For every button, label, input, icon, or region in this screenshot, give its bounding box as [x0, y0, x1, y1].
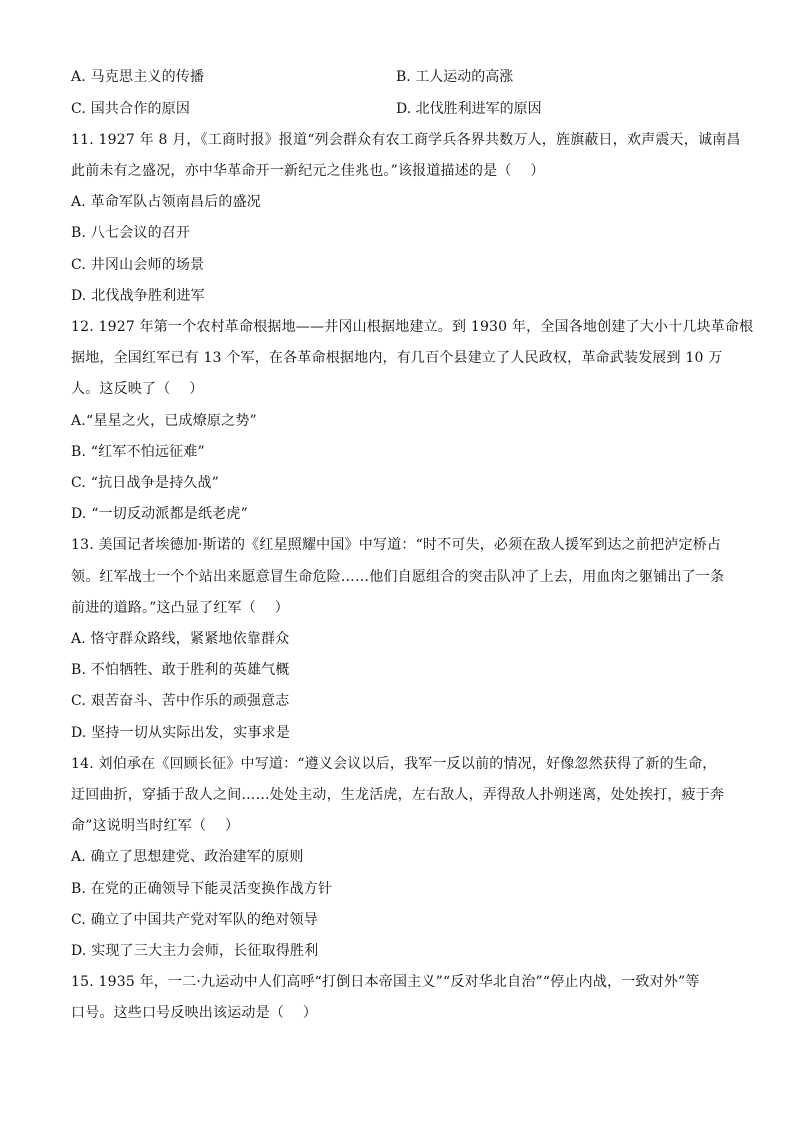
q11-option-a: A. 革命军队占领南昌后的盛况: [71, 194, 262, 210]
q15-stem-line-1: 15. 1935 年，一二·九运动中人们高呼“打倒日本帝国主义”“反对华北自治”“停止内战，一致对外”等: [71, 974, 700, 990]
prev-option-d: D. 北伐胜利进军的原因: [396, 101, 542, 117]
prev-option-b: B. 工人运动的高涨: [396, 69, 514, 85]
q13-stem-line-3: 前进的道路。”这凸显了红军（ ）: [71, 600, 290, 616]
q14-option-a: A. 确立了思想建党、政治建军的原则: [71, 849, 304, 865]
q12-option-d: D. “一切反动派都是纸老虎”: [71, 506, 248, 522]
q14-stem-line-1: 14. 刘伯承在《回顾长征》中写道：“遵义会议以后，我军一反以前的情况，好像忽然获得了新的生命，: [71, 756, 717, 772]
q13-stem-line-1: 13. 美国记者埃德加·斯诺的《红星照耀中国》中写道：“时不可失，必须在敌人援军到达之前把泸定桥占: [71, 537, 722, 553]
prev-option-c: C. 国共合作的原因: [71, 101, 191, 117]
q11-option-c: C. 井冈山会师的场景: [71, 257, 205, 273]
q13-option-d: D. 坚持一切从实际出发，实事求是: [71, 725, 291, 741]
q12-option-a: A.“星星之火，已成燎原之势”: [71, 413, 257, 429]
prev-option-a: A. 马克思主义的传播: [71, 69, 205, 85]
q14-option-c: C. 确立了中国共产党对军队的绝对领导: [71, 912, 318, 928]
q14-stem-line-3: 命”这说明当时红军（ ）: [71, 818, 240, 834]
q13-option-b: B. 不怕牺牲、敢于胜利的英雄气概: [71, 662, 290, 678]
q13-option-c: C. 艰苦奋斗、苦中作乐的顽强意志: [71, 693, 290, 709]
q12-stem-line-2: 据地，全国红军已有 13 个军，在各革命根据地内，有几百个县建立了人民政权，革命武装发展到 10 万: [71, 350, 723, 366]
q14-option-b: B. 在党的正确领导下能灵活变换作战方针: [71, 881, 333, 897]
q12-stem-line-1: 12. 1927 年第一个农村革命根据地——井冈山根据地建立。到 1930 年，全国各地创建了大小十几块革命根: [71, 319, 754, 335]
q12-option-b: B. “红军不怕远征难”: [71, 444, 205, 460]
q11-option-d: D. 北伐战争胜利进军: [71, 288, 205, 304]
q14-option-d: D. 实现了三大主力会师，长征取得胜利: [71, 943, 319, 959]
q14-stem-line-2: 迂回曲折，穿插于敌人之间……处处主动，生龙活虎，左右敌人，弄得敌人扑朔迷离，处处挨打，疲于奔: [71, 787, 725, 803]
q13-option-a: A. 恪守群众路线，紧紧地依靠群众: [71, 631, 290, 647]
q11-stem-line-2: 此前未有之盛况，亦中华革命开一新纪元之佳兆也。”该报道描述的是（ ）: [71, 163, 545, 179]
q11-stem-line-1: 11. 1927 年 8 月，《工商时报》报道“列会群众有农工商学兵各界共数万人，旌旗蔽日，欢声震天，诚南昌: [71, 132, 741, 148]
q15-stem-line-2: 口号。这些口号反映出该运动是（ ）: [71, 1005, 318, 1021]
q12-stem-line-3: 人。这反映了（ ）: [71, 381, 204, 397]
q12-option-c: C. “抗日战争是持久战”: [71, 475, 220, 491]
q11-option-b: B. 八七会议的召开: [71, 225, 191, 241]
q13-stem-line-2: 领。红军战士一个个站出来愿意冒生命危险……他们自愿组合的突击队冲了上去，用血肉之躯铺出了一条: [71, 569, 725, 585]
